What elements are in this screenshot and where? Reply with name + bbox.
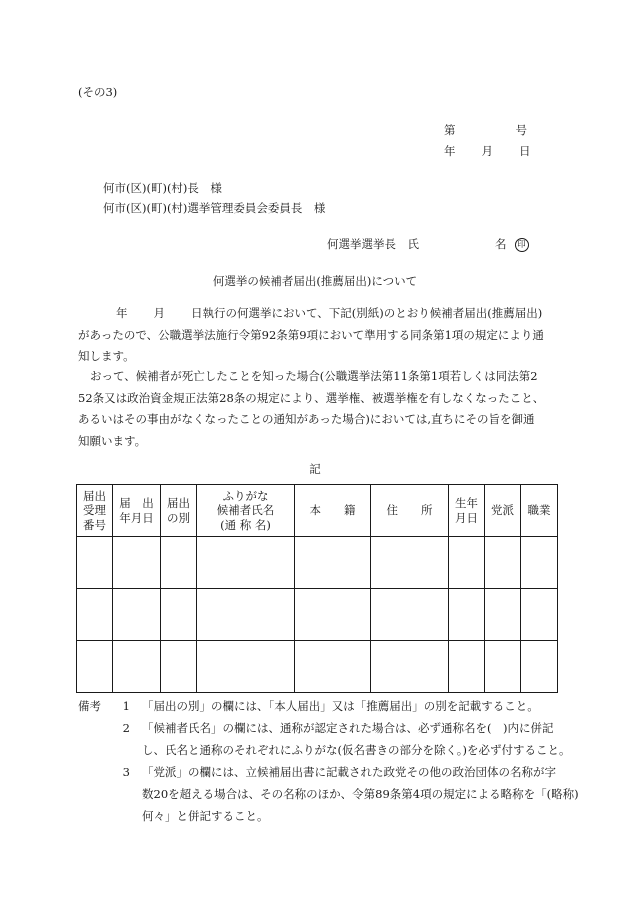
table-cell[interactable] — [197, 589, 295, 641]
table-cell[interactable] — [371, 589, 449, 641]
table-cell[interactable] — [113, 537, 161, 589]
table-row — [77, 589, 558, 641]
table-cell[interactable] — [485, 589, 521, 641]
table-cell[interactable] — [197, 537, 295, 589]
table-cell[interactable] — [295, 641, 371, 693]
header-birth-date: 生年 月日 — [449, 485, 485, 537]
table-row — [77, 537, 558, 589]
document-number — [444, 122, 527, 138]
candidate-table — [76, 484, 558, 693]
notes-section — [78, 695, 579, 827]
note-number: 3 — [122, 765, 130, 779]
note-number: 2 — [122, 721, 130, 735]
table-cell[interactable] — [449, 641, 485, 693]
paragraph-line — [78, 303, 556, 325]
date-year: 年 — [444, 144, 456, 158]
table-cell[interactable] — [77, 641, 113, 693]
body-paragraph-2 — [78, 366, 556, 452]
header-party: 党派 — [485, 485, 521, 537]
document-date — [444, 143, 531, 159]
notes-label: 備考 — [78, 699, 101, 713]
paragraph-line: おって、候補者が死亡したことを知った場合(公職選挙法第11条第1項若しくは同法第2 — [90, 369, 538, 383]
sender-title: 何選挙選挙長 氏 — [327, 237, 419, 251]
number-suffix: 号 — [515, 123, 527, 137]
table-cell[interactable] — [197, 641, 295, 693]
date-month: 月 — [481, 144, 493, 158]
table-cell[interactable] — [521, 537, 558, 589]
table-cell[interactable] — [77, 589, 113, 641]
note-text: 「党派」の欄には、立候補届出書に記載された政党その他の政治団体の名称が字 数20を超える場合は、その名称のほか、令第89条第4項の規定による略称を「(略称) 何々」と併記すること。 — [142, 765, 579, 823]
paragraph-line: あるいはその事由がなくなったことの通知があった場合)においては,直ちにその旨を御通 — [78, 412, 535, 426]
paragraph-line: 52条又は政治資金規正法第28条の規定により、選挙権、被選挙権を有しなくなったこと、 — [78, 390, 545, 405]
seal-stamp: 印 — [515, 238, 529, 252]
date-day: 日 — [519, 144, 531, 158]
ki-heading: 記 — [309, 462, 321, 476]
table-cell[interactable] — [521, 641, 558, 693]
table-cell[interactable] — [521, 589, 558, 641]
table-cell[interactable] — [371, 641, 449, 693]
paragraph-line: 知します。 — [78, 349, 135, 363]
table-cell[interactable] — [161, 589, 197, 641]
note-item — [78, 761, 579, 827]
note-number: 1 — [122, 699, 130, 713]
table-header-row — [77, 485, 558, 537]
header-address: 住 所 — [371, 485, 449, 537]
note-text: 「届出の別」の欄には、「本人届出」又は「推薦届出」の別を記載すること。 — [142, 699, 539, 713]
header-candidate-name: ふりがな 候補者氏名 (通 称 名) — [197, 485, 295, 537]
table-cell[interactable] — [161, 537, 197, 589]
table-cell[interactable] — [113, 641, 161, 693]
number-prefix: 第 — [444, 123, 456, 137]
header-occupation: 職業 — [521, 485, 558, 537]
note-item — [78, 695, 563, 717]
table-cell[interactable] — [449, 589, 485, 641]
addressee-mayor: 何市(区)(町)(村)長 様 — [103, 181, 222, 195]
table-row — [77, 641, 558, 693]
table-cell[interactable] — [485, 641, 521, 693]
sender-name-label: 名 — [495, 237, 507, 251]
blank-year: 年 — [116, 306, 128, 320]
table-cell[interactable] — [449, 537, 485, 589]
paragraph-line: 知願います。 — [78, 433, 147, 448]
paragraph-line: があったので、公職選挙法施行令第92条第9項において準用する同条第1項の規定により通 — [78, 327, 544, 342]
note-text: 「候補者氏名」の欄には、通称が認定された場合は、必ず通称名を( )内に併記 し、氏名と通称のそれぞれにふりがな(仮名書きの部分を除く。)を必ず付すること。 — [142, 721, 571, 757]
table-cell[interactable] — [113, 589, 161, 641]
blank-month: 月 — [153, 306, 165, 320]
header-domicile: 本 籍 — [295, 485, 371, 537]
table-cell[interactable] — [485, 537, 521, 589]
table-cell[interactable] — [295, 589, 371, 641]
header-receipt-number: 届出 受理 番号 — [77, 485, 113, 537]
document-title: 何選挙の候補者届出(推薦届出)について — [212, 274, 418, 288]
table-cell[interactable] — [295, 537, 371, 589]
note-item — [78, 717, 571, 761]
table-cell[interactable] — [371, 537, 449, 589]
header-filing-date: 届 出 年月日 — [113, 485, 161, 537]
form-number-label: (その3) — [78, 85, 118, 99]
paragraph-text: 日執行の何選挙において、下記(別紙)のとおり候補者届出(推薦届出) — [191, 306, 543, 320]
body-paragraph-1 — [78, 303, 556, 368]
sender-block — [327, 236, 529, 252]
table-cell[interactable] — [161, 641, 197, 693]
table-cell[interactable] — [77, 537, 113, 589]
addressee-election-committee: 何市(区)(町)(村)選挙管理委員会委員長 様 — [103, 201, 326, 215]
header-filing-type: 届出 の別 — [161, 485, 197, 537]
